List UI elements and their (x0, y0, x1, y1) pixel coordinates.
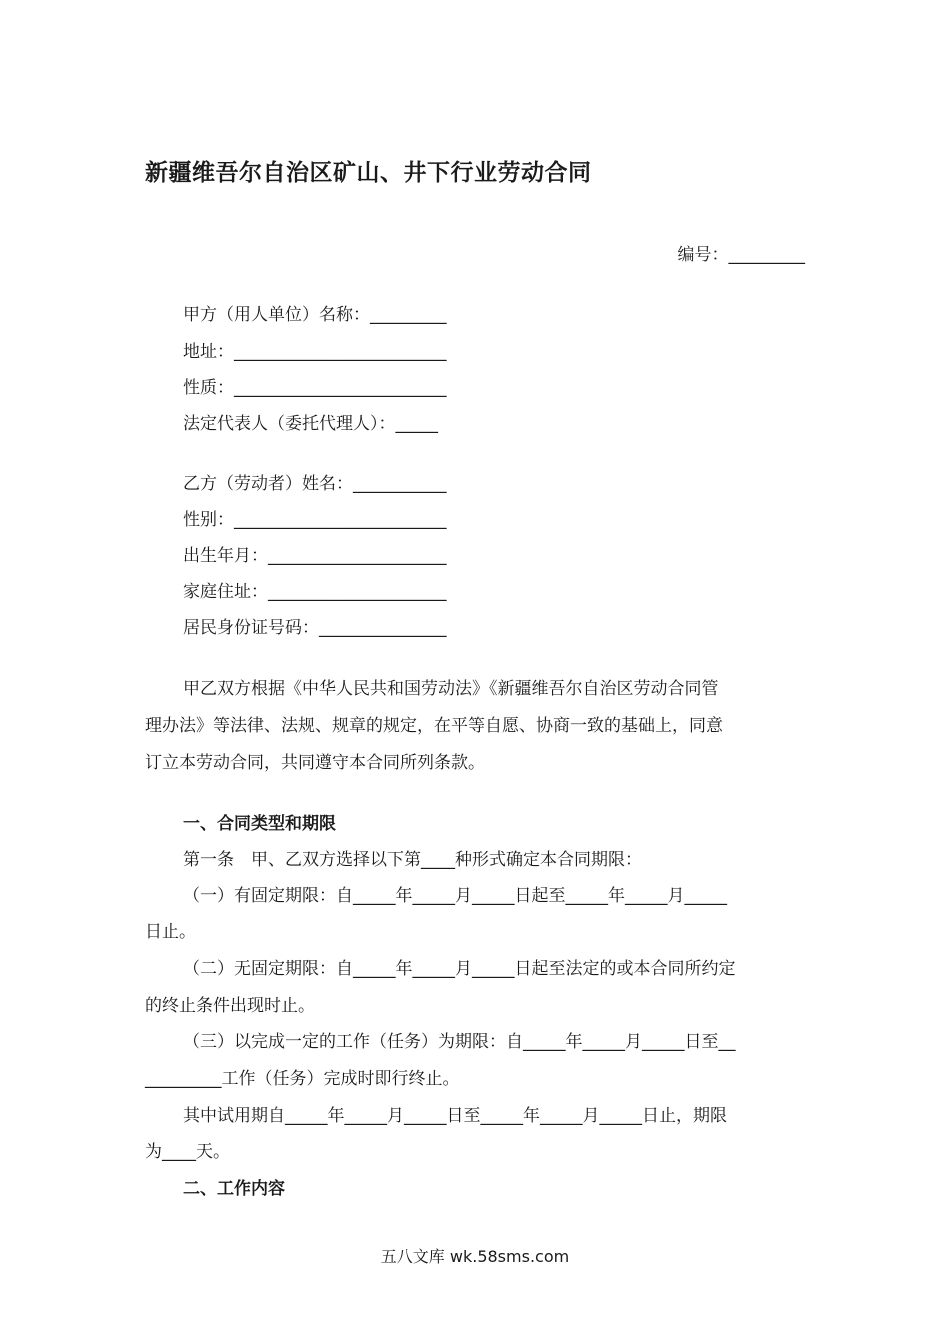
contract-number: 编号：_________ (677, 245, 805, 265)
probation-line-2: 为____天。 (145, 1142, 230, 1162)
party-b-birth: 出生年月：_____________________ (183, 546, 447, 566)
probation-line-1: 其中试用期自_____年_____月_____日至_____年_____月_____日止，期限 (183, 1106, 727, 1126)
preamble-line-2: 理办法》等法律、法规、规章的规定，在平等自愿、协商一致的基础上，同意 (145, 716, 723, 736)
article-1: 第一条 甲、乙双方选择以下第____种形式确定本合同期限： (183, 850, 642, 870)
section-2-heading: 二、工作内容 (183, 1179, 285, 1199)
section-1-heading: 一、合同类型和期限 (183, 814, 336, 834)
preamble-line-1: 甲乙双方根据《中华人民共和国劳动法》《新疆维吾尔自治区劳动合同管 (183, 679, 719, 699)
option-1-line-2: 日止。 (145, 922, 196, 942)
party-a-address: 地址：_________________________ (183, 342, 447, 362)
option-3-line-2: _________工作（任务）完成时即行终止。 (145, 1069, 460, 1089)
party-a-representative: 法定代表人（委托代理人）：_____ (183, 414, 438, 434)
option-2-line-2: 的终止条件出现时止。 (145, 996, 315, 1016)
party-a-name: 甲方（用人单位）名称：_________ (183, 305, 447, 325)
party-b-id-number: 居民身份证号码：_______________ (183, 618, 447, 638)
footer-watermark: 五八文库 wk.58sms.com (380, 1247, 570, 1266)
party-b-home-address: 家庭住址：_____________________ (183, 582, 447, 602)
option-1-line-1: （一）有固定期限：自_____年_____月_____日起至_____年_____月_____ (183, 886, 727, 906)
party-b-name: 乙方（劳动者）姓名：___________ (183, 474, 447, 494)
party-b-gender: 性别：_________________________ (183, 510, 447, 530)
preamble-line-3: 订立本劳动合同，共同遵守本合同所列条款。 (145, 753, 485, 773)
option-3-line-1: （三）以完成一定的工作（任务）为期限：自_____年_____月_____日至__ (183, 1032, 736, 1052)
document-title: 新疆维吾尔自治区矿山、井下行业劳动合同 (145, 160, 592, 186)
option-2-line-1: （二）无固定期限：自_____年_____月_____日起至法定的或本合同所约定 (183, 959, 736, 979)
party-a-nature: 性质：_________________________ (183, 378, 447, 398)
